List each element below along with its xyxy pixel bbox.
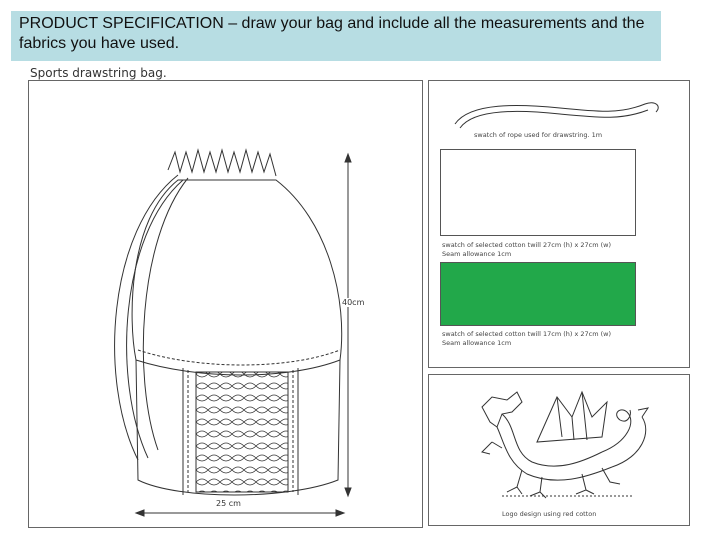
instruction-banner (11, 11, 661, 61)
instruction-text: PRODUCT SPECIFICATION – draw your bag and include all the measurements and the fabrics you have used. (19, 15, 645, 52)
drawing-title: Sports drawstring bag. (30, 66, 167, 80)
rope-caption: swatch of rope used for drawstring. 1m (474, 131, 603, 139)
white-swatch-seam: Seam allowance 1cm (442, 250, 512, 258)
green-swatch-seam: Seam allowance 1cm (442, 339, 512, 347)
width-label: 25 cm (216, 499, 241, 508)
white-fabric-swatch (440, 149, 636, 236)
green-fabric-swatch (440, 262, 636, 326)
logo-caption: Logo design using red cotton (502, 510, 597, 518)
rope-swatch (450, 92, 670, 132)
green-swatch-caption: swatch of selected cotton twill 17cm (h) x 27cm (w) (442, 330, 612, 338)
height-label: 40cm (342, 298, 365, 307)
white-swatch-caption: swatch of selected cotton twill 27cm (h) x 27cm (w) (442, 241, 612, 249)
welsh-dragon-icon (462, 382, 662, 502)
